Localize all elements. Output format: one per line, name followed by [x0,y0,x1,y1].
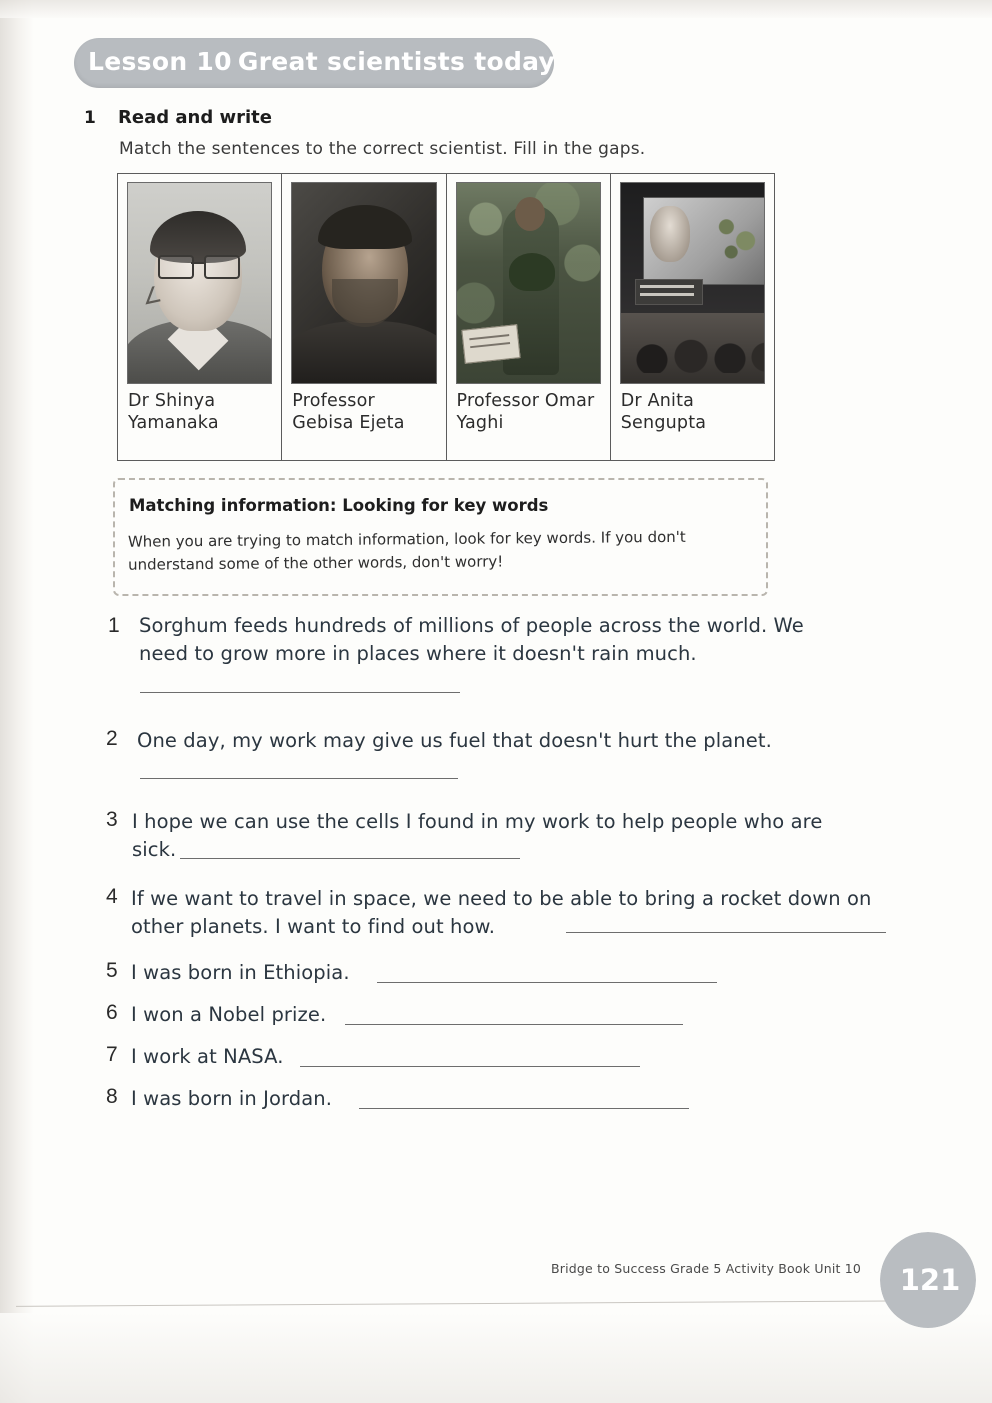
question-number-4: 4 [106,885,118,908]
question-number-8: 8 [106,1085,118,1108]
question-text-1: Sorghum feeds hundreds of millions of people across the world. We need to grow more in places where it doesn't rain much. [139,614,804,665]
scientist-name-2: Professor Gebisa Ejeta [292,391,405,434]
lesson-title [88,47,555,76]
scientist-name-1: Dr Shinya Yamanaka [128,391,219,434]
scientist-cell-2 [282,174,446,460]
question-text-6: I won a Nobel prize. [131,1003,327,1026]
lesson-name: Great scientists today [237,47,556,76]
scientist-name-4: Dr Anita Sengupta [620,391,707,434]
answer-line-1[interactable] [140,692,460,693]
scan-edge-left [0,0,34,1403]
answer-line-2[interactable] [140,778,458,779]
scientist-photo-3 [456,182,601,384]
footer-source: Bridge to Success Grade 5 Activity Book Unit 10 [551,1261,862,1276]
answer-line-5[interactable] [377,982,717,983]
scientists-photo-table [117,173,775,461]
scientist-cell-4 [611,174,774,460]
page-number-badge-clip [880,1232,976,1328]
answer-line-6[interactable] [345,1024,683,1025]
question-number-5: 5 [106,959,118,982]
question-text-3: I hope we can use the cells I found in my work to help people who are sick. [132,810,823,861]
lesson-number: Lesson 10 [88,47,232,76]
strategy-body: When you are trying to match information, look for key words. If you don't understand some of the other words, don't worry! [127,527,686,574]
strategy-title: Matching information: Looking for key words [129,496,549,515]
question-number-1: 1 [108,614,120,637]
scan-edge-top [0,0,992,18]
exercise-number: 1 [84,108,96,128]
page-number-badge [880,1232,976,1328]
exercise-instruction: Match the sentences to the correct scientist. Fill in the gaps. [119,139,646,159]
scientist-cell-3 [447,174,611,460]
answer-line-4[interactable] [566,932,886,933]
page-number: 121 [899,1263,961,1297]
question-text-5: I was born in Ethiopia. [131,961,350,984]
question-text-8: I was born in Jordan. [131,1087,333,1110]
question-number-2: 2 [106,727,118,750]
question-number-3: 3 [106,808,118,831]
question-text-7: I work at NASA. [131,1045,284,1068]
scientist-cell-1 [118,174,282,460]
footer-divider [16,1300,946,1307]
answer-line-3[interactable] [180,858,520,859]
scientist-photo-2 [291,182,436,384]
scientist-photo-4 [620,182,765,384]
exercise-title: Read and write [118,107,272,128]
answer-line-8[interactable] [359,1108,689,1109]
question-number-6: 6 [106,1001,118,1024]
scientist-name-3: Professor Omar Yaghi [456,391,595,434]
question-text-2: One day, my work may give us fuel that doesn't hurt the planet. [137,729,772,752]
scientist-photo-1: ∠ [127,182,272,384]
question-text-4: If we want to travel in space, we need to be able to bring a rocket down on other planets. I want to find out how. [131,887,872,938]
answer-line-7[interactable] [300,1066,640,1067]
question-number-7: 7 [106,1043,118,1066]
scan-edge-bottom [0,1313,992,1403]
